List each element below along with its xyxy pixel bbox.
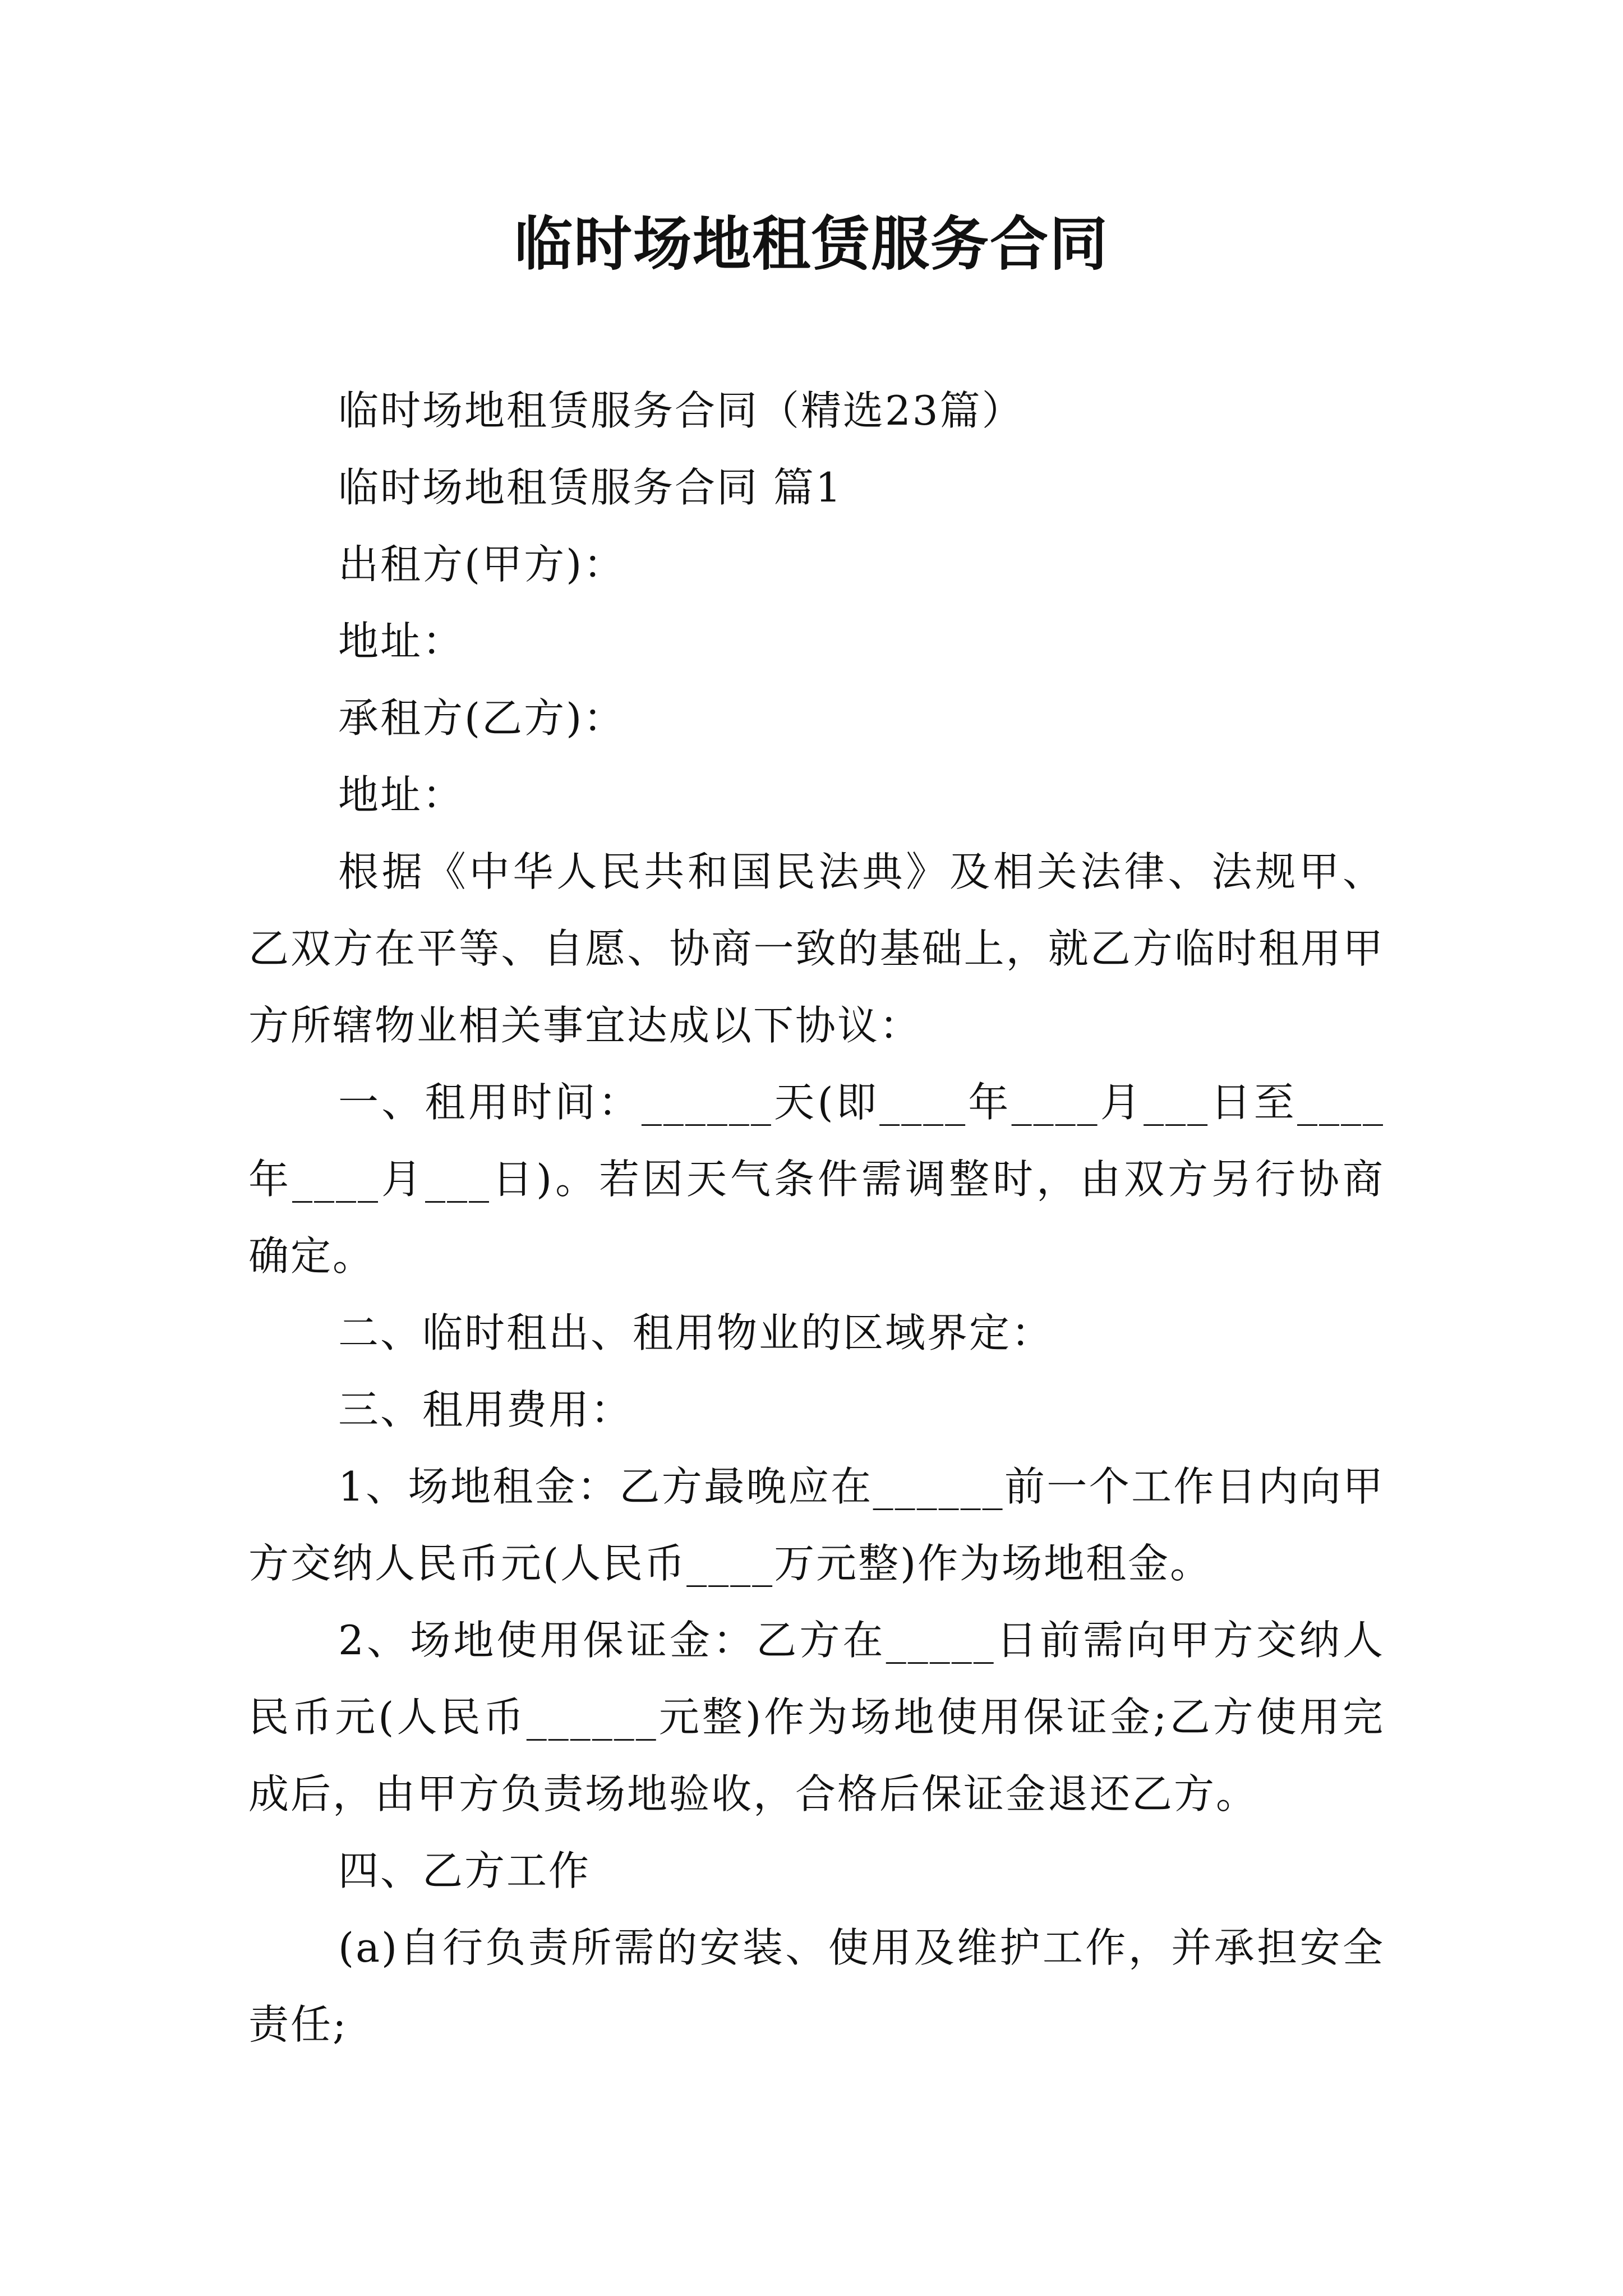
paragraph-clause-2: 二、临时租出、租用物业的区域界定： [338,1309,1054,1356]
paragraph-clause-4: 四、乙方工作 [338,1847,591,1894]
paragraph-lessor-address: 地址： [338,618,465,665]
paragraph-section-heading: 临时场地租赁服务合同 篇1 [338,464,843,511]
paragraph-clause-1: 一、租用时间：______天(即____年____月___日至____年____月___日)。若因天气条件需调整时，由双方另行协商确定。 [248,1079,1385,1280]
paragraph-preamble: 根据《中华人民共和国民法典》及相关法律、法规甲、乙双方在平等、自愿、协商一致的基础上，就乙方临时租用甲方所辖物业相关事宜达成以下协议： [248,848,1385,1049]
document-title: 临时场地租赁服务合同 [514,209,1109,278]
paragraph-clause-3: 三、租用费用： [338,1386,633,1433]
paragraph-subtitle: 临时场地租赁服务合同（精选23篇） [338,387,1024,434]
document-body [248,372,1385,2063]
paragraph-clause-4-a: (a)自行负责所需的安装、使用及维护工作，并承担安全责任; [248,1924,1385,2048]
paragraph-clause-3-1: 1、场地租金：乙方最晚应在______前一个工作日内向甲方交纳人民币元(人民币____万元整)作为场地租金。 [248,1463,1385,1587]
paragraph-lessee-address: 地址： [338,771,465,818]
paragraph-clause-3-2: 2、场地使用保证金：乙方在_____日前需向甲方交纳人民币元(人民币______元整)作为场地使用保证金;乙方使用完成后，由甲方负责场地验收，合格后保证金退还乙方。 [248,1617,1385,1818]
paragraph-lessee: 承租方(乙方)： [338,694,626,742]
paragraph-lessor: 出租方(甲方)： [338,541,626,588]
